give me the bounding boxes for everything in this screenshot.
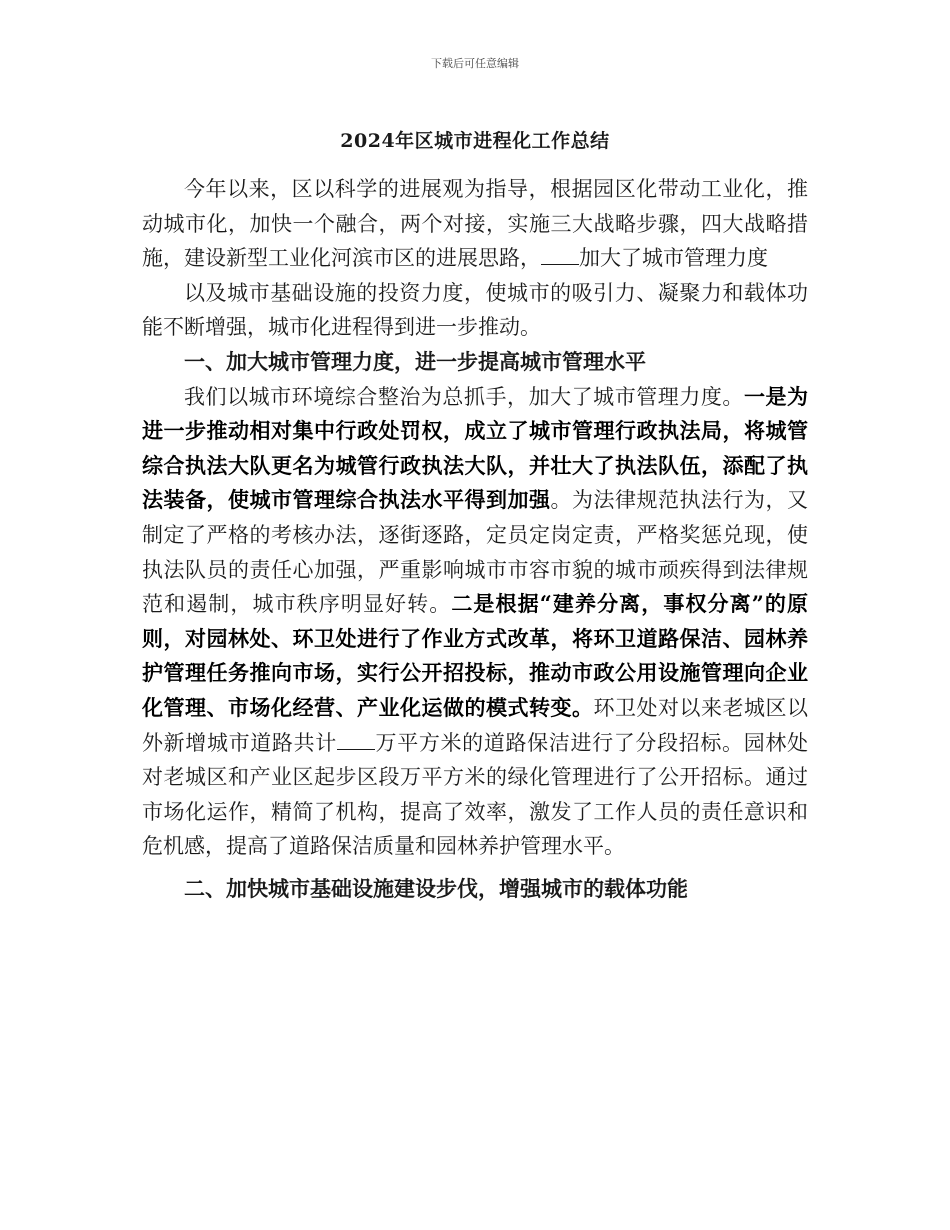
section-1-text-2: 。为法律规范执法行为，又制定了严格的考核办法，逐街逐路，定员定岗定责，严格奖惩兑现，使执法队员的责任心加强，严重影响城市市容市貌的城市顽疾得到法律规范和遏制，城市秩序明显好转。 [142,488,808,617]
section-1-text-4: 万平方米的道路保洁进行了分段招标。园林处对老城区和产业区起步区段万平方米的绿化管理进行了公开招标。通过市场化运作，精简了机构，提高了效率，激发了工作人员的责任意识和危机感，提高了道路保洁质量和园林养护管理水平。 [142,730,809,859]
fill-in-blank [337,731,375,750]
section-1-bold-1: 一是为进一步推动相对集中行政处罚权，成立了城市管理行政执法局，将城管综合执法大队更名为城管行政执法大队，并壮大了执法队伍，添配了执法装备，使城市管理综合执法水平得到加强 [142,383,809,513]
document-body [142,172,808,906]
intro-paragraph-2: 以及城市基础设施的投资力度，使城市的吸引力、凝聚力和载体功能不断增强，城市化进程得到进一步推动。 [142,280,808,340]
section-1-paragraph [142,380,808,864]
section-1-text-1: 我们以城市环境综合整治为总抓手，加大了城市管理力度。 [184,384,744,409]
fill-in-blank [541,246,579,265]
section-1-heading: 一、加大城市管理力度，进一步提高城市管理水平 [184,348,646,374]
intro-text-1: 今年以来，区以科学的进展观为指导，根据园区化带动工业化，推动城市化，加快一个融合，两个对接，实施三大战略步骤，四大战略措施，建设新型工业化河滨市区的进展思路， [142,177,808,271]
document-title: 2024年区城市进程化工作总结 [340,130,610,152]
intro-text-2: 加大了城市管理力度 [579,246,768,271]
header-note: 下载后可任意编辑 [431,57,519,70]
section-1-bold-2: 二是根据“建养分离，事权分离”的原则，对园林处、环卫处进行了作业方式改革，将环卫道路保洁、园林养护管理任务推向市场，实行公开招投标，推动市政公用设施管理向企业化管理、市场化经营、产业化运做的模式转变。 [142,591,808,720]
intro-paragraph-1 [142,172,808,276]
section-1-text-3: 环卫处对以来老城区以外新增城市道路共计 [142,695,808,755]
section-2-heading: 二、加快城市基础设施建设步伐，增强城市的载体功能 [184,875,688,901]
